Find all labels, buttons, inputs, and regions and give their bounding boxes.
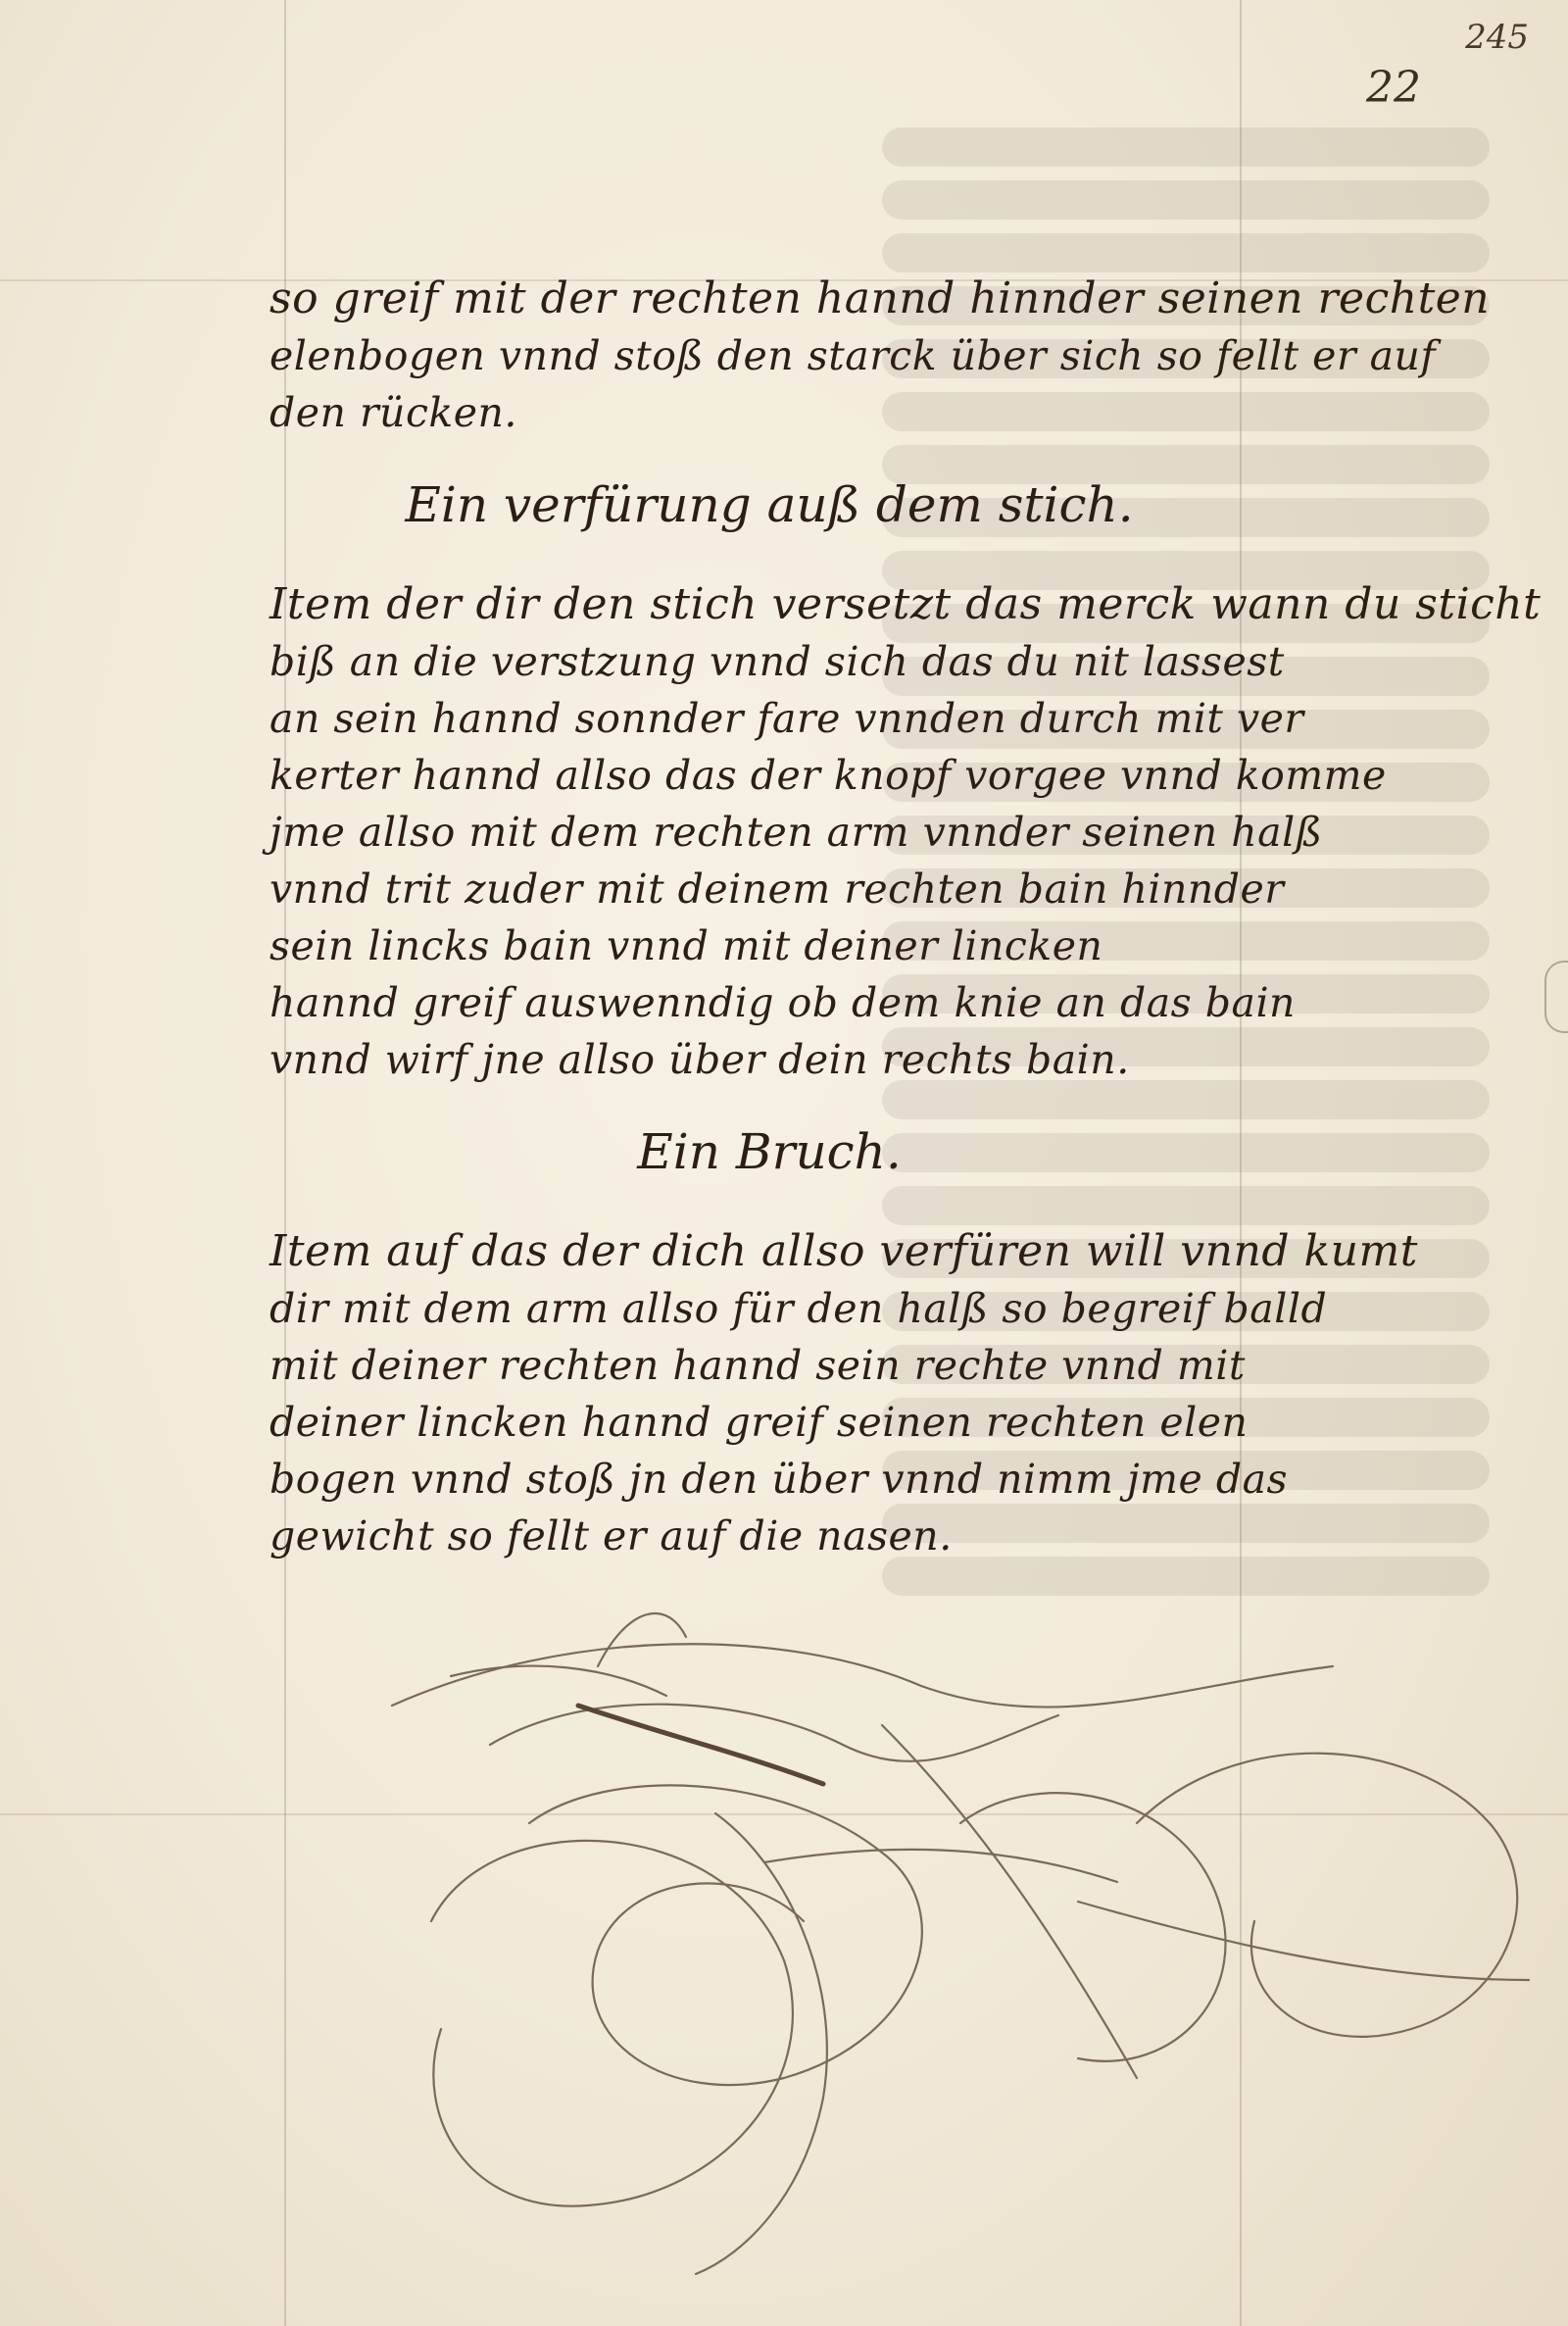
text-line: an sein hannd sonnder fare vnnden durch mit ver — [270, 695, 1304, 742]
section-heading: Ein Bruch. — [637, 1123, 902, 1180]
folio-number: 245 — [1465, 18, 1529, 57]
text-line: biß an die verstzung vnnd sich das du nit lassest — [270, 638, 1285, 685]
text-line: hannd greif auswenndig ob dem knie an das bain — [270, 979, 1296, 1026]
section-heading: Ein verfürung auß dem stich. — [405, 476, 1134, 533]
text-line: elenbogen vnnd stoß den starck über sich so fellt er auf — [270, 332, 1437, 379]
paragraph — [270, 1223, 1418, 1564]
text-block — [270, 265, 1542, 1564]
text-line: vnnd trit zuder mit deinem rechten bain hinnder — [270, 866, 1285, 913]
page-tab — [1544, 961, 1568, 1033]
text-line: dir mit dem arm allso für den halß so begreif balld — [270, 1285, 1328, 1332]
foliation-number: 22 — [1366, 63, 1421, 113]
text-line: bogen vnnd stoß jn den über vnnd nimm jme das — [270, 1456, 1289, 1503]
text-line: deiner lincken hannd greif seinen rechten elen — [270, 1399, 1249, 1446]
text-line: vnnd wirf jne allso über dein rechts bain. — [270, 1036, 1130, 1083]
text-line: mit deiner rechten hannd sein rechte vnnd mit — [270, 1342, 1246, 1389]
text-line: sein lincks bain vnnd mit deiner lincken — [270, 922, 1103, 969]
paragraph — [270, 576, 1542, 1088]
text-line: kerter hannd allso das der knopf vorgee vnnd komme — [270, 752, 1387, 799]
text-line: so greif mit der rechten hannd hinnder seinen rechten — [270, 273, 1491, 323]
text-line: jme allso mit dem rechten arm vnnder seinen halß — [270, 809, 1323, 856]
text-line: Item auf das der dich allso verfüren will vnnd kumt — [270, 1226, 1418, 1276]
text-line: den rücken. — [270, 389, 517, 436]
continuation-paragraph — [270, 271, 1491, 441]
text-line: gewicht so fellt er auf die nasen. — [270, 1512, 953, 1559]
text-line: Item der dir den stich versetzt das merck wann du sticht — [270, 579, 1542, 629]
calligraphic-flourish — [372, 1568, 1568, 2284]
